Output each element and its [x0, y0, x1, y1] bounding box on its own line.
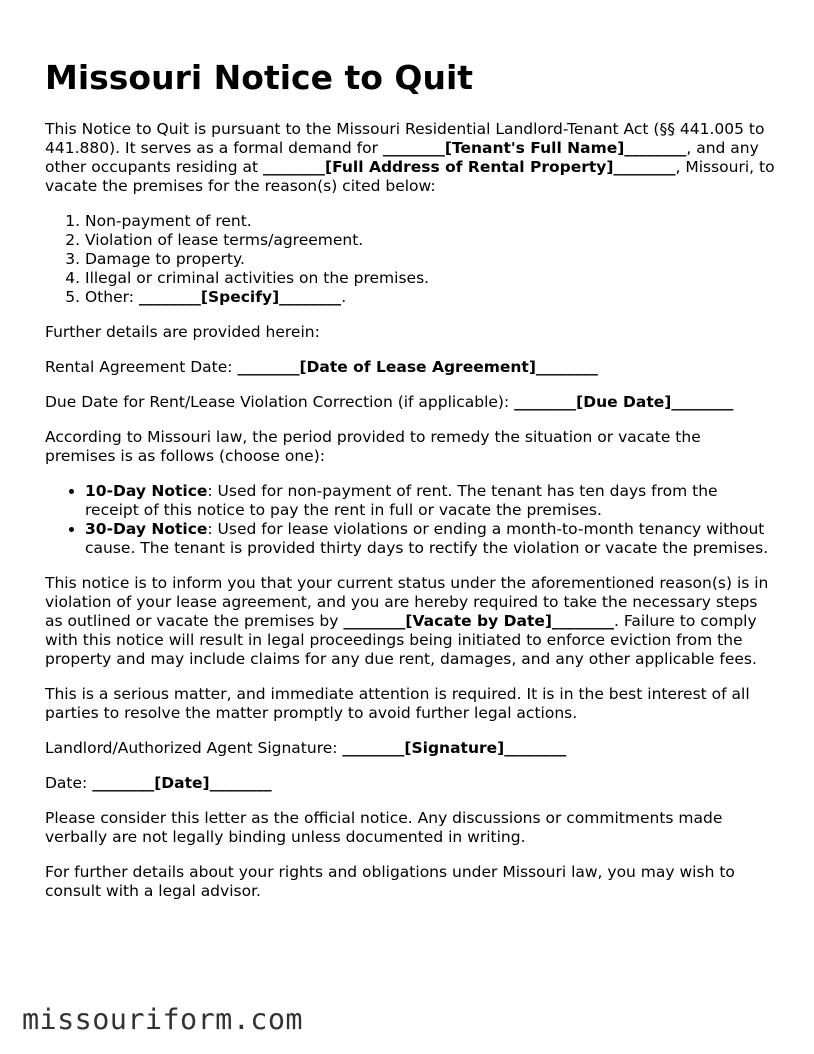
notice-description: : Used for lease violations or ending a month-to-month tenancy without cause. The tenant is provided thirty days to rectify the violation or vacate the premises.: [85, 520, 769, 557]
rental-date-label: Rental Agreement Date:: [45, 358, 238, 376]
date-field: ________[Date]________: [92, 774, 272, 792]
specify-field: ________[Specify]________: [138, 288, 342, 306]
notice-option: [85, 520, 775, 558]
official-notice-text: Please consider this letter as the official notice. Any discussions or commitments made verbally are not legally binding unless documented in writing.: [45, 809, 723, 846]
inform-text-1: This notice is to inform you that your current status under the aforementioned reason(s) is in violation of your lease agreement, and you are hereby required to take the necessary steps as outlined or vacate the premises by: [45, 574, 769, 630]
other-label: Other:: [85, 288, 139, 306]
reason-item: 3. Damage to property.: [85, 250, 775, 269]
notice-option: [85, 482, 775, 520]
due-date-label: Due Date for Rent/Lease Violation Correction (if applicable):: [45, 393, 515, 411]
reason-item: 4. Illegal or criminal activities on the premises.: [85, 269, 775, 288]
signature-field: ________[Signature]________: [342, 739, 567, 757]
date-line: [45, 774, 775, 793]
page-title: Missouri Notice to Quit: [45, 58, 474, 97]
notice-term: 30-Day Notice: [85, 520, 208, 538]
notice-term: 10-Day Notice: [85, 482, 208, 500]
due-date-field: ________[Due Date]________: [514, 393, 734, 411]
further-details-text: Further details are provided herein:: [45, 323, 320, 341]
legal-advice-text: For further details about your rights and obligations under Missouri law, you may wish to consult with a legal advisor.: [45, 863, 735, 900]
rental-agreement-date-line: [45, 358, 775, 377]
inform-text-2: . Failure to comply with this notice will result in legal proceedings being initiated to enforce eviction from the property and may include claims for any due rent, damages, and any other applicable fees.: [45, 612, 757, 668]
tenant-name-field: ________[Tenant's Full Name]________: [382, 139, 687, 157]
intro-paragraph: [45, 120, 775, 196]
intro-text-1: This Notice to Quit is pursuant to the Missouri Residential Landlord-Tenant Act (§§ 441.005 to 441.880). It serves as a formal demand for: [45, 120, 765, 157]
intro-text-3: , Missouri, to vacate the premises for the reason(s) cited below:: [45, 158, 775, 195]
reason-item-other: [85, 288, 775, 307]
other-suffix: .: [341, 288, 347, 306]
reasons-list: [45, 212, 775, 307]
reason-item: 1. Non-payment of rent.: [85, 212, 775, 231]
serious-matter-text: This is a serious matter, and immediate attention is required. It is in the best interest of all parties to resolve the matter promptly to avoid further legal actions.: [45, 685, 750, 722]
reason-item: 2. Violation of lease terms/agreement.: [85, 231, 775, 250]
notice-description: : Used for non-payment of rent. The tenant has ten days from the receipt of this notice to pay the rent in full or vacate the premises.: [85, 482, 718, 519]
inform-paragraph: [45, 574, 775, 669]
lease-date-field: ________[Date of Lease Agreement]________: [237, 358, 598, 376]
document-body: [45, 58, 775, 917]
signature-label: Landlord/Authorized Agent Signature:: [45, 739, 343, 757]
date-label: Date:: [45, 774, 93, 792]
signature-line: [45, 739, 775, 758]
intro-text-2: , and any other occupants residing at: [45, 139, 759, 176]
period-intro-text: According to Missouri law, the period provided to remedy the situation or vacate the premises is as follows (choose one):: [45, 428, 701, 465]
rental-address-field: ________[Full Address of Rental Property]________: [263, 158, 676, 176]
due-date-line: [45, 393, 775, 412]
vacate-date-field: ________[Vacate by Date]________: [343, 612, 614, 630]
site-watermark: missouriform.com: [22, 1003, 303, 1036]
notice-options-list: [45, 482, 775, 558]
